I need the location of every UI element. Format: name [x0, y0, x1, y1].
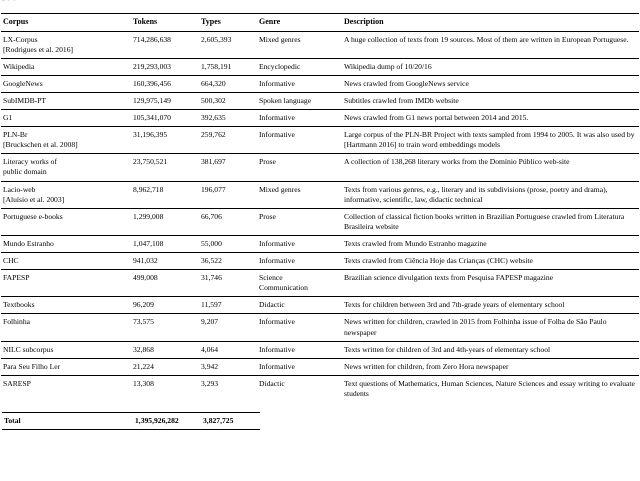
cell-types: 55,000: [199, 235, 257, 252]
cell-types: 3,942: [199, 358, 257, 375]
cell-types: 500,302: [199, 93, 257, 110]
table-body: [1, 31, 639, 402]
cell-types: 196,077: [199, 181, 257, 208]
cell-types: 392,635: [199, 110, 257, 127]
cell-corpus: PLN-Br [Bruckschen et al. 2008]: [1, 127, 131, 154]
cell-genre: Informative: [257, 358, 342, 375]
cell-description: News written for children, crawled in 2015 from Folhinha issue of Folha de São Paulo newspaper: [342, 314, 639, 341]
cell-corpus: Folhinha: [1, 314, 131, 341]
cell-genre: Informative: [257, 110, 342, 127]
cell-types: 664,320: [199, 75, 257, 92]
table-row: [1, 375, 639, 402]
cell-description: Subtitles crawled from IMDb website: [342, 93, 639, 110]
table-row: [1, 93, 639, 110]
cell-tokens: 129,975,149: [131, 93, 199, 110]
table-row: [1, 235, 639, 252]
cell-genre: Spoken language: [257, 93, 342, 110]
cell-tokens: 73,575: [131, 314, 199, 341]
total-tokens: 1,395,926,282: [133, 412, 201, 429]
cell-tokens: 1,299,008: [131, 208, 199, 235]
cell-genre: Informative: [257, 341, 342, 358]
cell-description: Texts from various genres, e.g., literary and its subdivisions (prose, poetry and drama), informative, scientific, law, didactic technical: [342, 181, 639, 208]
cell-description: Brazilian science divulgation texts from Pesquisa FAPESP magazine: [342, 270, 639, 297]
cell-types: 1,758,191: [199, 58, 257, 75]
table-row: [1, 110, 639, 127]
cell-corpus: Textbooks: [1, 297, 131, 314]
cell-corpus: FAPESP: [1, 270, 131, 297]
cell-genre: Informative: [257, 127, 342, 154]
cell-corpus: GoogleNews: [1, 75, 131, 92]
table-row: [1, 154, 639, 181]
table-row: [1, 127, 639, 154]
cell-corpus: Literacy works of public domain: [1, 154, 131, 181]
cell-types: 11,597: [199, 297, 257, 314]
cell-corpus: Mundo Estranho: [1, 235, 131, 252]
cell-corpus: SARESP: [1, 375, 131, 402]
cell-corpus: LX-Corpus [Rodrigues et al. 2016]: [1, 31, 131, 58]
cell-types: 4,064: [199, 341, 257, 358]
cell-types: 381,697: [199, 154, 257, 181]
table-row: [1, 314, 639, 341]
cell-corpus: Wikipedia: [1, 58, 131, 75]
cell-types: 36,522: [199, 253, 257, 270]
cell-tokens: 1,047,108: [131, 235, 199, 252]
column-header-tokens: Tokens: [131, 14, 199, 32]
table-row: [1, 253, 639, 270]
corpora-table: [1, 13, 639, 402]
total-types: 3,827,725: [201, 412, 260, 429]
table-row: [1, 270, 639, 297]
table-row: [1, 58, 639, 75]
table-row: [1, 341, 639, 358]
table-row: [1, 31, 639, 58]
column-header-types: Types: [199, 14, 257, 32]
cell-genre: Prose: [257, 154, 342, 181]
corpora-table-container: [0, 13, 640, 430]
cell-corpus: Para Seu Filho Ler: [1, 358, 131, 375]
cell-description: A huge collection of texts from 19 sources. Most of them are written in European Portuguese.: [342, 31, 639, 58]
cell-types: 66,706: [199, 208, 257, 235]
cell-tokens: 13,308: [131, 375, 199, 402]
cell-genre: Informative: [257, 75, 342, 92]
table-header: [1, 14, 639, 32]
table-row: [1, 208, 639, 235]
cell-description: Texts crawled from Mundo Estranho magazine: [342, 235, 639, 252]
cell-description: Texts crawled from Ciência Hoje das Crianças (CHC) website: [342, 253, 639, 270]
cell-types: 2,605,393: [199, 31, 257, 58]
cell-tokens: 31,196,395: [131, 127, 199, 154]
clipped-caption-text: [2, 0, 18, 1]
cell-tokens: 219,293,003: [131, 58, 199, 75]
cell-tokens: 23,750,521: [131, 154, 199, 181]
cell-tokens: 714,286,638: [131, 31, 199, 58]
cell-corpus: CHC: [1, 253, 131, 270]
cell-description: Texts for children between 3rd and 7th-grade years of elementary school: [342, 297, 639, 314]
cell-genre: Prose: [257, 208, 342, 235]
cell-tokens: 21,224: [131, 358, 199, 375]
cell-description: News written for children, from Zero Hora newspaper: [342, 358, 639, 375]
cell-description: Large corpus of the PLN-BR Project with texts sampled from 1994 to 2005. It was also used by [Hartmann 2016] to train word embeddings models: [342, 127, 639, 154]
cell-tokens: 96,209: [131, 297, 199, 314]
column-header-genre: Genre: [257, 14, 342, 32]
cell-description: Text questions of Mathematics, Human Sciences, Nature Sciences and essay writing to evaluate students: [342, 375, 639, 402]
cell-tokens: 8,962,718: [131, 181, 199, 208]
cell-types: 259,762: [199, 127, 257, 154]
column-header-description: Description: [342, 14, 639, 32]
cell-genre: Informative: [257, 235, 342, 252]
cell-genre: Didactic: [257, 297, 342, 314]
cell-genre: Mixed genres: [257, 181, 342, 208]
cell-description: News crawled from GoogleNews service: [342, 75, 639, 92]
table-row: [1, 181, 639, 208]
cell-corpus: SubIMDB-PT: [1, 93, 131, 110]
cell-tokens: 105,341,070: [131, 110, 199, 127]
table-header-row: [1, 14, 639, 32]
table-gap-spacer: [1, 402, 639, 412]
cell-genre: Informative: [257, 253, 342, 270]
table-row: [1, 297, 639, 314]
cell-tokens: 499,008: [131, 270, 199, 297]
cell-corpus: Lacio-web [Aluísio et al. 2003]: [1, 181, 131, 208]
cell-types: 3,293: [199, 375, 257, 402]
cell-corpus: Portuguese e-books: [1, 208, 131, 235]
cell-corpus: NILC subcorpus: [1, 341, 131, 358]
cell-corpus: G1: [1, 110, 131, 127]
cell-genre: Science Communication: [257, 270, 342, 297]
cell-tokens: 941,032: [131, 253, 199, 270]
total-row: [2, 412, 260, 429]
total-table: [2, 412, 260, 430]
cell-description: Wikipedia dump of 10/20/16: [342, 58, 639, 75]
total-bottom-rule: [2, 430, 260, 431]
cell-genre: Encyclopedic: [257, 58, 342, 75]
table-row: [1, 75, 639, 92]
column-header-corpus: Corpus: [1, 14, 131, 32]
cell-tokens: 160,396,456: [131, 75, 199, 92]
cell-description: Texts written for children of 3rd and 4th-years of elementary school: [342, 341, 639, 358]
cell-description: A collection of 138,268 literary works from the Domínio Público web-site: [342, 154, 639, 181]
total-label: Total: [2, 412, 133, 429]
cell-description: Collection of classical fiction books written in Brazilian Portuguese crawled from Literatura Brasileira website: [342, 208, 639, 235]
cell-tokens: 32,868: [131, 341, 199, 358]
cell-types: 31,746: [199, 270, 257, 297]
cell-types: 9,207: [199, 314, 257, 341]
cell-genre: Informative: [257, 314, 342, 341]
cell-description: News crawled from G1 news portal between 2014 and 2015.: [342, 110, 639, 127]
cell-genre: Didactic: [257, 375, 342, 402]
cell-genre: Mixed genres: [257, 31, 342, 58]
clipped-caption-line: [0, 0, 640, 13]
table-row: [1, 358, 639, 375]
